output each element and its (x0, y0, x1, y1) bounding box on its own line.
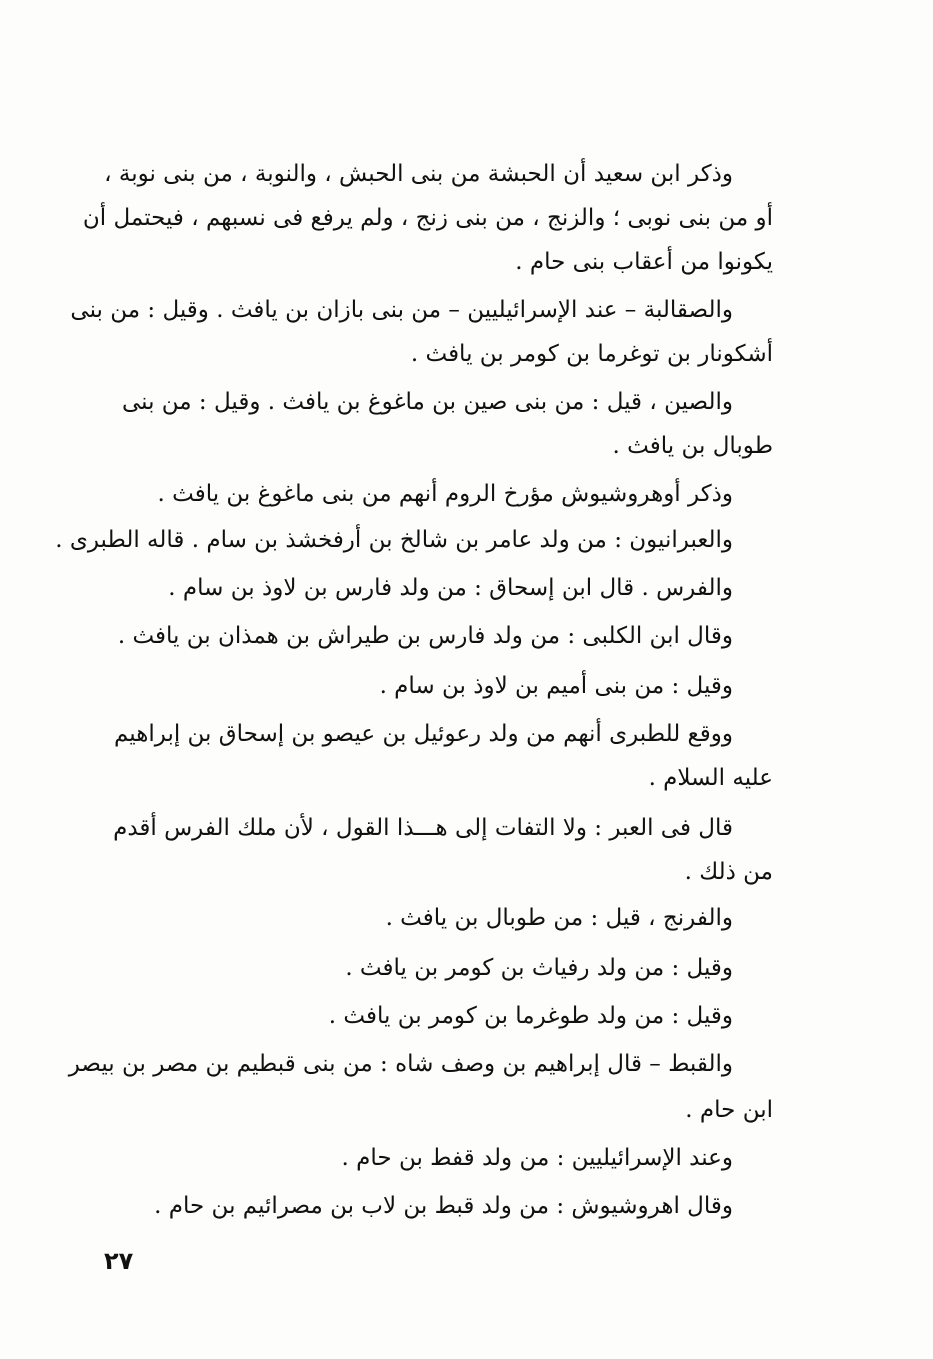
text-line: أو من بنى نوبى ؛ والزنج ، من بنى زنج ، ولم يرفع فى نسبهم ، فيحتمل أن (82, 205, 773, 231)
text-line: قال فى العبر : ولا التفات إلى هـــذا القول ، لأن ملك الفرس أقدم (113, 815, 733, 841)
text-line: أشكونار بن توغرما بن كومر بن يافث . (410, 341, 773, 367)
text-line: والفرنج ، قيل : من طوبال بن يافث . (385, 905, 733, 931)
text-line: والصقالبة – عند الإسرائيليين – من بنى بازان بن يافث . وقيل : من بنى (70, 297, 733, 323)
page-number: ٢٧ (104, 1247, 134, 1275)
text-line: وقال ابن الكلبى : من ولد فارس بن طيراش بن همذان بن يافث . (117, 623, 733, 649)
text-line: ووقع للطبرى أنهم من ولد رعوئيل بن عيصو بن إسحاق بن إبراهيم (113, 721, 733, 747)
text-line: والعبرانيون : من ولد عامر بن شالخ بن أرفخشذ بن سام . قاله الطبرى . (55, 527, 733, 553)
text-line: وقيل : من ولد طوغرما بن كومر بن يافث . (328, 1003, 733, 1029)
text-line: وقال اهروشيوش : من ولد قبط بن لاب بن مصرائيم بن حام . (154, 1193, 733, 1219)
text-line: والفرس . قال ابن إسحاق : من ولد فارس بن لاوذ بن سام . (168, 575, 733, 601)
text-line: والصين ، قيل : من بنى صين بن ماغوغ بن يافث . وقيل : من بنى (121, 389, 733, 415)
text-line: وذكر ابن سعيد أن الحبشة من بنى الحبش ، والنوبة ، من بنى نوبة ، (104, 161, 733, 187)
text-line: عليه السلام . (648, 765, 773, 791)
text-line: من ذلك . (684, 859, 773, 885)
text-line: والقبط – قال إبراهيم بن وصف شاه : من بنى قبطيم بن مصر بن بيصر (68, 1051, 733, 1077)
text-line: ابن حام . (685, 1097, 773, 1123)
text-line: وقيل : من بنى أميم بن لاوذ بن سام . (379, 673, 733, 699)
text-line: يكونوا من أعقاب بنى حام . (515, 249, 773, 275)
text-line: وذكر أوهروشيوش مؤرخ الروم أنهم من بنى ماغوغ بن يافث . (157, 481, 733, 507)
text-line: وعند الإسرائيليين : من ولد قفط بن حام . (341, 1145, 733, 1171)
text-line: طوبال بن يافث . (612, 433, 773, 459)
text-line: وقيل : من ولد رفياث بن كومر بن يافث . (345, 955, 733, 981)
